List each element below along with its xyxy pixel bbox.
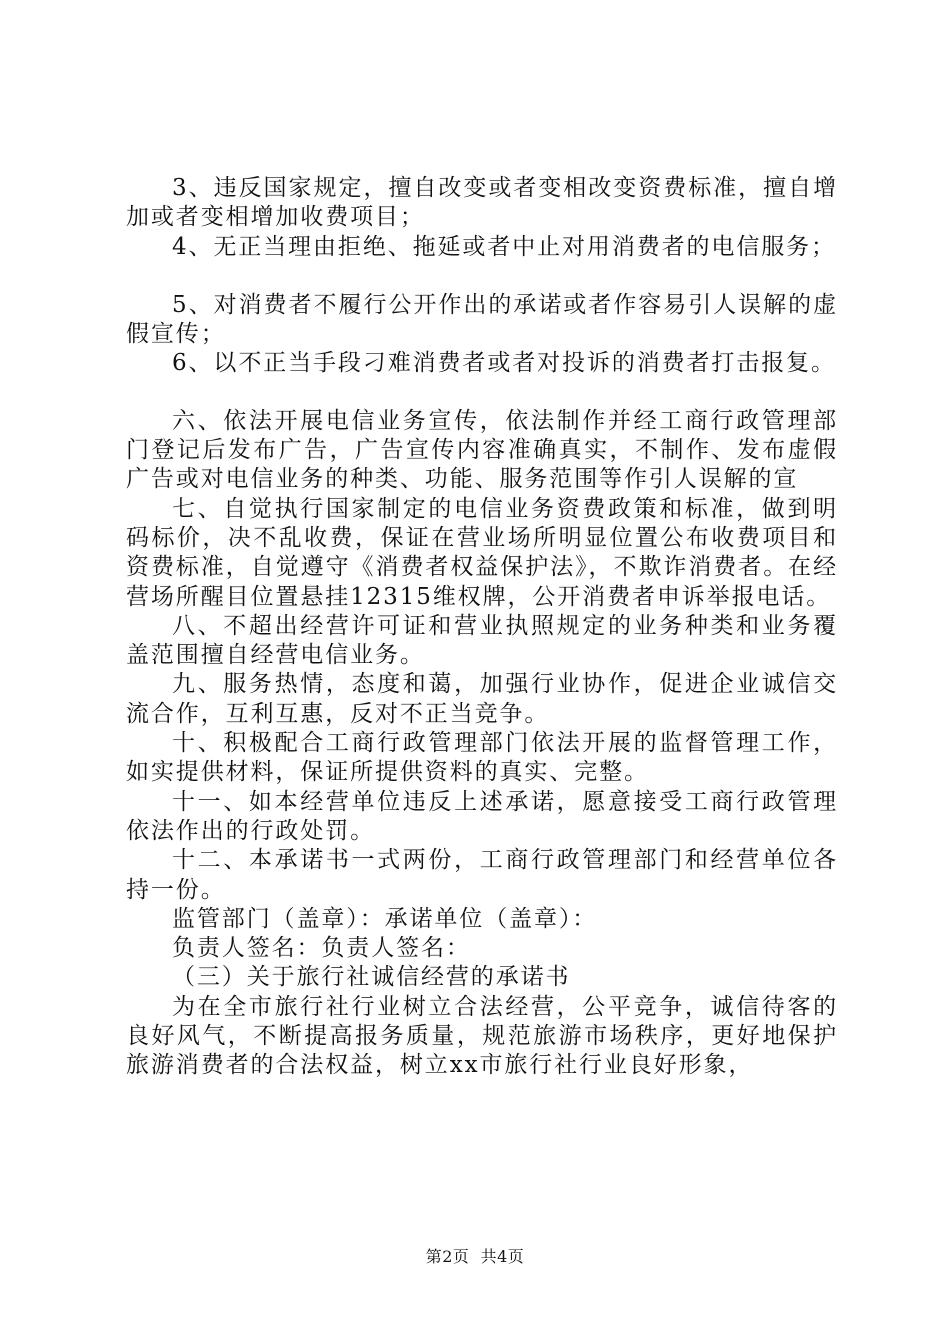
paragraph-item-3: 3、违反国家规定，擅自改变或者变相改变资费标准，擅自增加或者变相增加收费项目；: [126, 175, 838, 231]
paragraph-clause-10: 十、积极配合工商行政管理部门依法开展的监督管理工作，如实提供材料，保证所提供资料的真实、完整。: [126, 730, 838, 786]
page-total: 共4页: [480, 1247, 525, 1266]
paragraph-item-6: 6、以不正当手段刁难消费者或者对投诉的消费者打击报复。: [172, 350, 836, 377]
document-body: [126, 174, 838, 1081]
paragraph-item-4: 4、无正当理由拒绝、拖延或者中止对用消费者的电信服务；: [172, 233, 836, 260]
paragraph-clause-12: 十二、本承诺书一式两份，工商行政管理部门和经营单位各持一份。: [126, 847, 838, 903]
paragraph-clause-8: 八、不超出经营许可证和营业执照规定的业务种类和业务覆盖范围擅自经营电信业务。: [126, 612, 838, 669]
paragraph-clause-7: 七、自觉执行国家制定的电信业务资费政策和标准，做到明码标价，决不乱收费，保证在营业场所明显位置公布收费项目和资费标准，自觉遵守《消费者权益保护法》，不欺诈消费者。在经营场所醒目位置悬挂12315维权牌，公开消费者申诉举报电话。: [126, 495, 838, 610]
paragraph-clause-9: 九、服务热情，态度和蔼，加强行业协作，促进企业诚信交流合作，互利互惠，反对不正当竞争。: [126, 671, 838, 727]
page-number: 第2页: [425, 1247, 470, 1266]
paragraph-clause-11: 十一、如本经营单位违反上述承诺，愿意接受工商行政管理依法作出的行政处罚。: [126, 788, 838, 844]
paragraph-clause-6: 六、依法开展电信业务宣传，依法制作并经工商行政管理部门登记后发布广告，广告宣传内容准确真实，不制作、发布虚假广告或对电信业务的种类、功能、服务范围等作引人误解的宣: [126, 407, 838, 493]
paragraph-item-5: 5、对消费者不履行公开作出的承诺或者作容易引人误解的虚假宣传；: [126, 291, 838, 348]
paragraph-intro: 为在全市旅行社行业树立合法经营，公平竞争，诚信待客的良好风气，不断提高报务质量，规范旅游市场秩序，更好地保护旅游消费者的合法权益，树立xx市旅行社行业良好形象，: [126, 993, 838, 1079]
page-footer: [0, 1244, 950, 1267]
signature-name-line: 负责人签名：负责人签名：: [172, 935, 471, 962]
signature-seal-line: 监管部门（盖章）：承诺单位（盖章）：: [172, 905, 598, 932]
section-heading: （三）关于旅行社诚信经营的承诺书: [172, 964, 571, 991]
footer-separator: [469, 1247, 480, 1266]
